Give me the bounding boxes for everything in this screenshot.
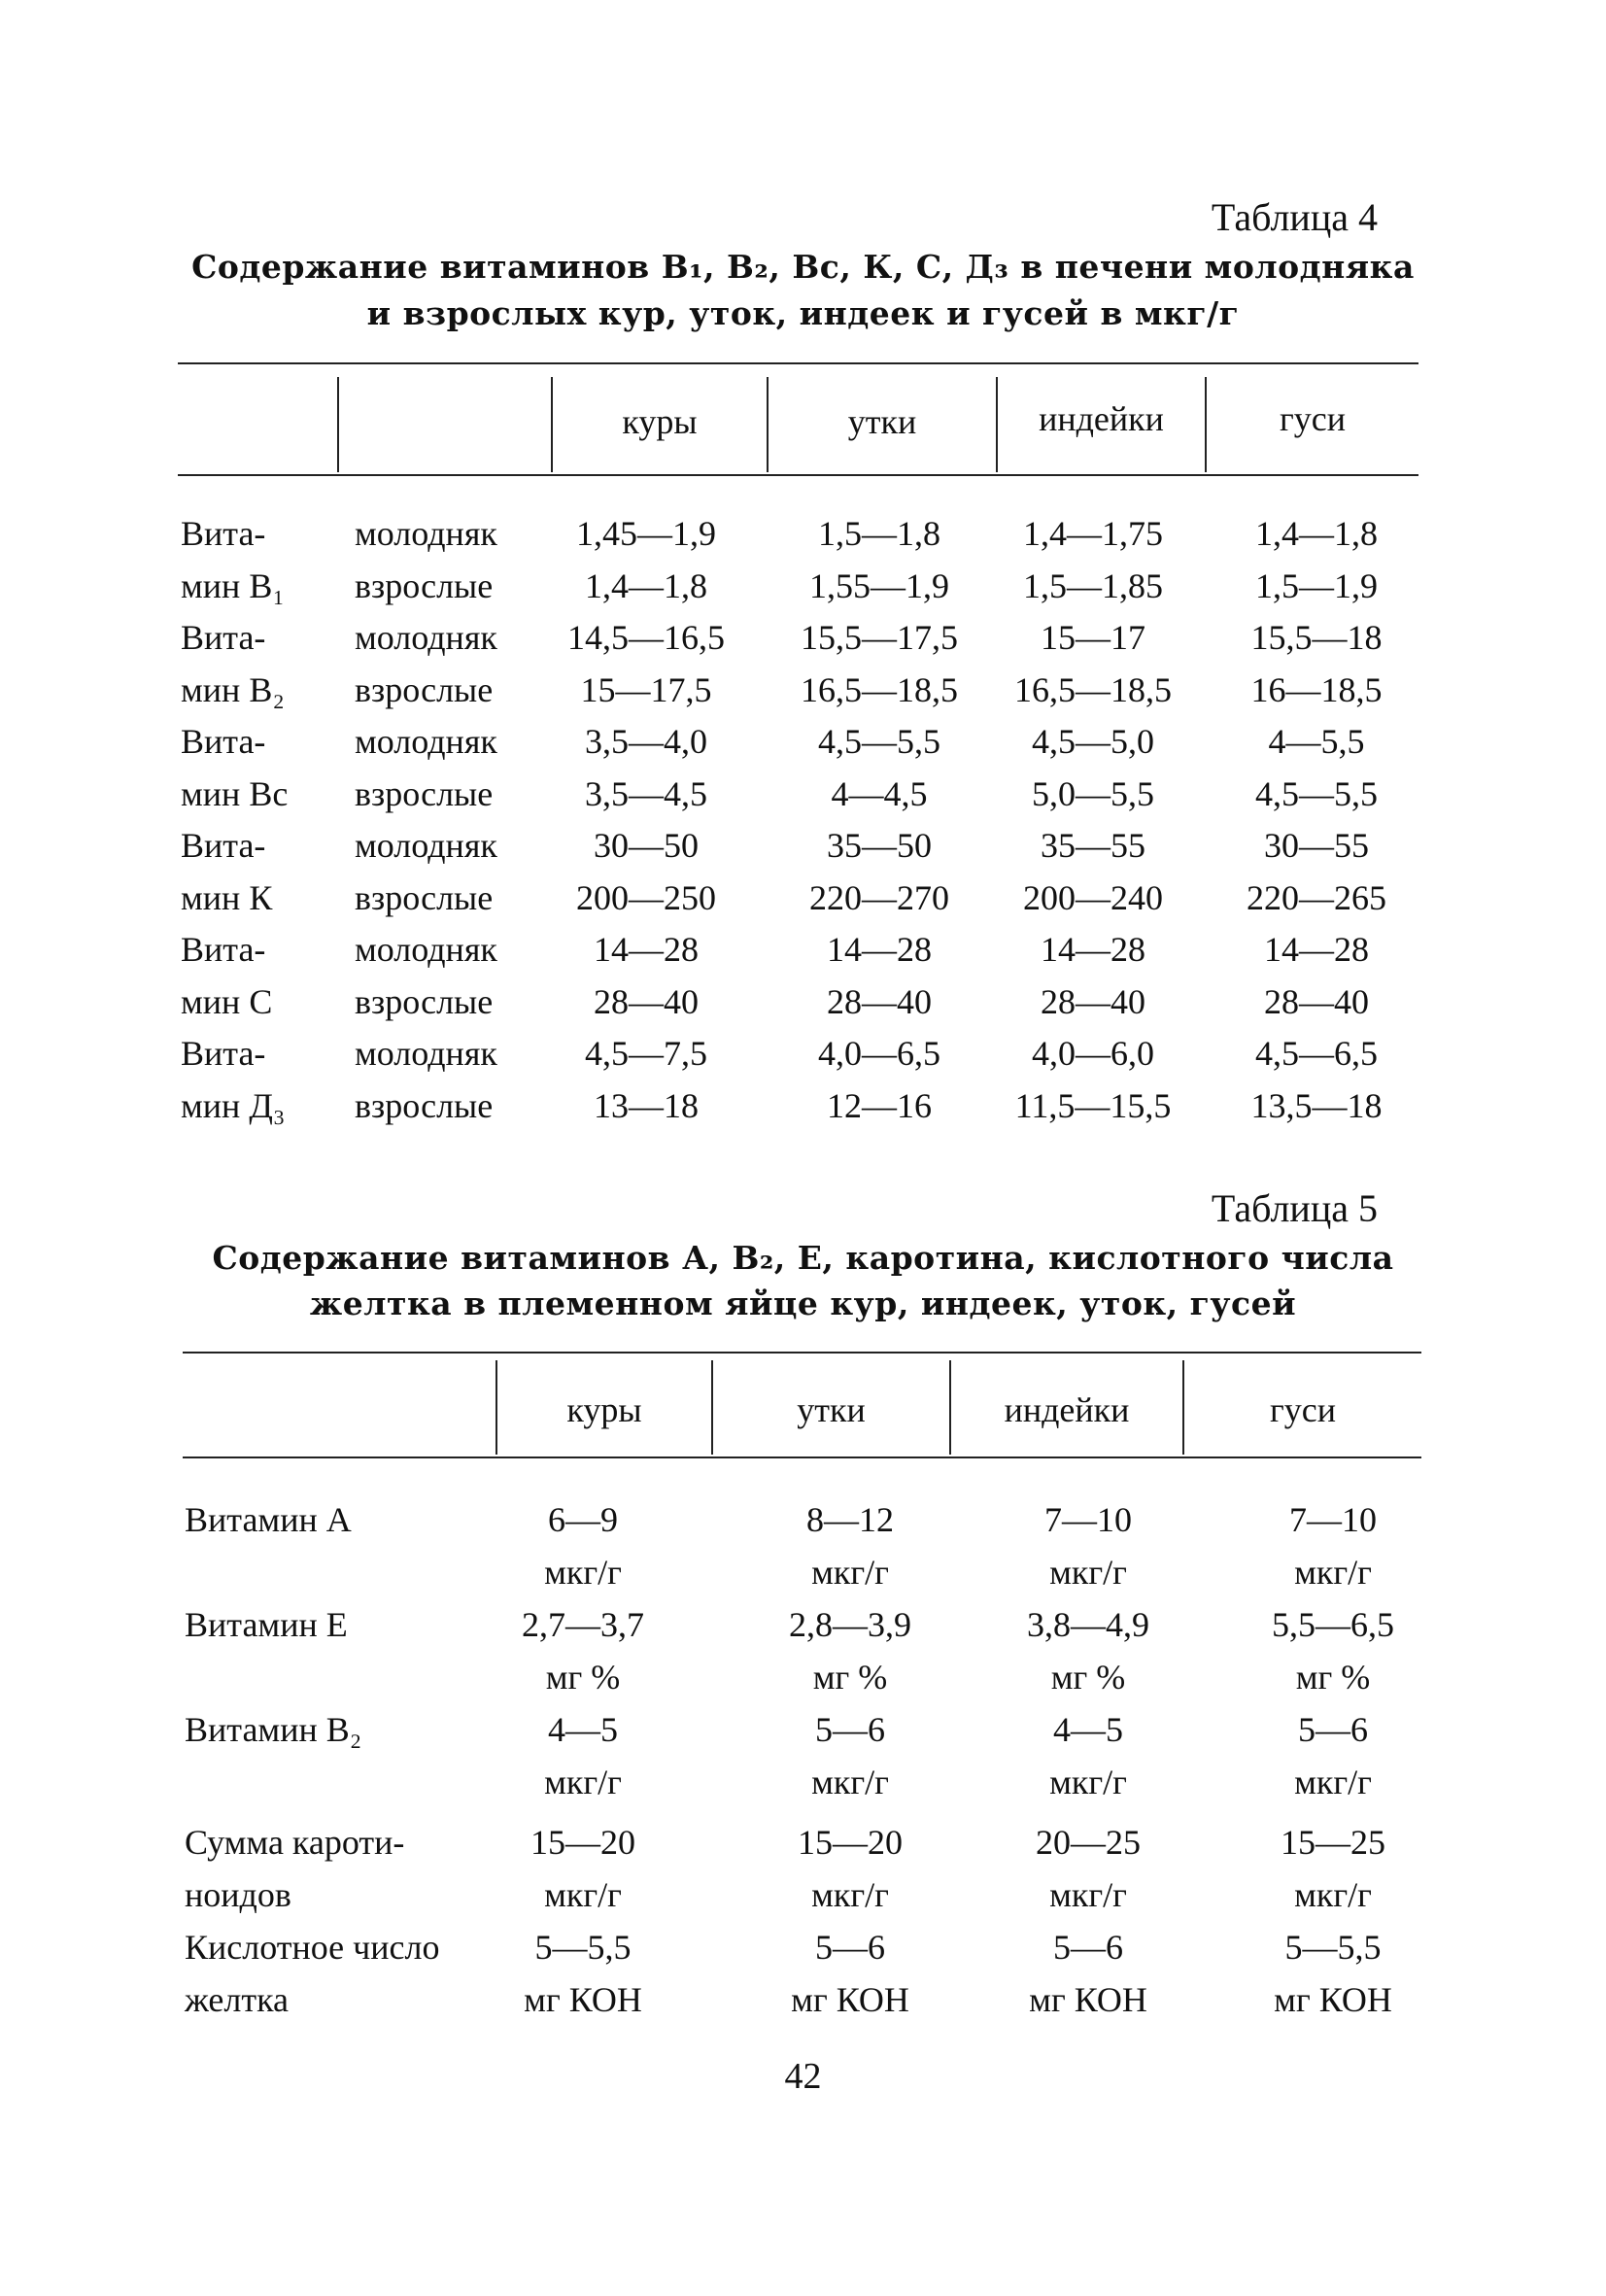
age-group-label: взрослые bbox=[355, 877, 494, 917]
table-cell: 5—6 bbox=[1053, 1928, 1123, 1967]
table4-title-line1: Содержание витаминов В₁, В₂, Вс, К, С, Д₃ в печени молодняка bbox=[191, 248, 1415, 286]
table-cell: 1,4—1,8 bbox=[585, 565, 707, 605]
table-cell: 15—20 bbox=[530, 1823, 635, 1862]
unit-cell: мкг/г bbox=[1294, 1875, 1372, 1914]
table-cell: 28—40 bbox=[1041, 981, 1145, 1021]
table-cell: 4,5—5,0 bbox=[1032, 722, 1154, 761]
table-cell: 1,5—1,85 bbox=[1023, 565, 1163, 605]
table-cell: 28—40 bbox=[594, 981, 699, 1021]
table-cell: 14—28 bbox=[1041, 930, 1145, 969]
unit-cell: мг % bbox=[545, 1658, 621, 1696]
parameter-name: желтка bbox=[185, 1980, 289, 2019]
age-group-label: молодняк bbox=[355, 1034, 497, 1073]
table-cell: 5—6 bbox=[1298, 1710, 1368, 1749]
table-cell: 14—28 bbox=[1264, 930, 1369, 969]
table-cell: 8—12 bbox=[806, 1500, 894, 1539]
table-cell: 20—25 bbox=[1036, 1823, 1141, 1862]
table-cell: 4,5—7,5 bbox=[585, 1034, 707, 1073]
age-group-label: взрослые bbox=[355, 773, 494, 813]
unit-cell: мкг/г bbox=[1049, 1763, 1127, 1801]
table-cell: 5—6 bbox=[815, 1710, 885, 1749]
table-cell: 1,4—1,75 bbox=[1023, 514, 1163, 553]
unit-cell: мкг/г bbox=[811, 1553, 889, 1592]
table5-header-geese: гуси bbox=[1269, 1390, 1336, 1429]
unit-cell: мкг/г bbox=[1049, 1553, 1127, 1592]
parameter-name: Витамин А bbox=[185, 1500, 352, 1539]
table-cell: 28—40 bbox=[1264, 981, 1369, 1021]
table-cell: 4,5—5,5 bbox=[818, 722, 940, 761]
table5-header-rule bbox=[183, 1456, 1421, 1458]
table4-label: Таблица 4 bbox=[1211, 195, 1378, 239]
vitamin-name: Вита- bbox=[181, 514, 266, 553]
table-cell: 30—50 bbox=[594, 826, 699, 865]
table-cell: 4,5—5,5 bbox=[1255, 773, 1378, 813]
unit-cell: мг % bbox=[812, 1658, 888, 1696]
table4-header-ducks: утки bbox=[847, 402, 917, 441]
age-group-label: взрослые bbox=[355, 565, 494, 605]
unit-cell: мкг/г bbox=[544, 1553, 622, 1592]
age-group-label: молодняк bbox=[355, 514, 497, 553]
table-cell: 16—18,5 bbox=[1250, 669, 1383, 709]
table-cell: 1,5—1,9 bbox=[1255, 565, 1378, 605]
table-cell: 11,5—15,5 bbox=[1014, 1085, 1172, 1125]
table-cell: 200—250 bbox=[576, 877, 716, 917]
table-cell: 15,5—17,5 bbox=[801, 618, 958, 657]
parameter-name: Витамин В₂ bbox=[185, 1710, 362, 1749]
table4-header-turkeys: индейки bbox=[1039, 399, 1164, 438]
table-cell: 4,5—6,5 bbox=[1255, 1034, 1378, 1073]
table4-header-rule bbox=[178, 474, 1418, 476]
unit-cell: мг КОН bbox=[1274, 1980, 1392, 2019]
unit-cell: мкг/г bbox=[1294, 1763, 1372, 1801]
vitamin-name: Вита- bbox=[181, 826, 266, 865]
table5-header-ducks: утки bbox=[797, 1390, 866, 1429]
table-cell: 7—10 bbox=[1044, 1500, 1132, 1539]
table-cell: 30—55 bbox=[1264, 826, 1369, 865]
table5-label: Таблица 5 bbox=[1211, 1186, 1378, 1230]
table-cell: 35—50 bbox=[827, 826, 932, 865]
table-cell: 3,8—4,9 bbox=[1027, 1605, 1149, 1644]
table-cell: 4,0—6,5 bbox=[818, 1034, 940, 1073]
unit-cell: мкг/г bbox=[811, 1875, 889, 1914]
table-cell: 14—28 bbox=[594, 930, 699, 969]
table-cell: 15,5—18 bbox=[1250, 618, 1383, 657]
unit-cell: мг % bbox=[1050, 1658, 1126, 1696]
table-cell: 15—17 bbox=[1041, 618, 1145, 657]
table4-top-rule bbox=[178, 362, 1418, 364]
age-group-label: молодняк bbox=[355, 618, 497, 657]
unit-cell: мкг/г bbox=[544, 1763, 622, 1801]
table-cell: 220—270 bbox=[809, 877, 949, 917]
age-group-label: молодняк bbox=[355, 930, 497, 969]
unit-cell: мкг/г bbox=[1049, 1875, 1127, 1914]
vitamin-name: мин С bbox=[181, 981, 273, 1021]
table4-title-line2: и взрослых кур, уток, индеек и гусей в мкг/г bbox=[366, 294, 1240, 332]
table-cell: 14,5—16,5 bbox=[567, 618, 725, 657]
table-cell: 5,0—5,5 bbox=[1032, 773, 1154, 813]
table-cell: 220—265 bbox=[1247, 877, 1386, 917]
age-group-label: взрослые bbox=[355, 981, 494, 1021]
vitamin-name: мин К bbox=[181, 877, 273, 917]
table4-col-divider bbox=[337, 377, 339, 472]
unit-cell: мг КОН bbox=[791, 1980, 909, 2019]
vitamin-name: Вита- bbox=[181, 930, 266, 969]
vitamin-name: мин Д₃ bbox=[181, 1085, 286, 1125]
age-group-label: молодняк bbox=[355, 826, 497, 865]
unit-cell: мг % bbox=[1295, 1658, 1371, 1696]
table-cell: 3,5—4,5 bbox=[585, 773, 707, 813]
table-cell: 15—20 bbox=[798, 1823, 903, 1862]
table-cell: 16,5—18,5 bbox=[1014, 669, 1172, 709]
table-cell: 4—4,5 bbox=[831, 773, 928, 813]
vitamin-name: мин В₂ bbox=[181, 669, 285, 709]
table-cell: 4,0—6,0 bbox=[1032, 1034, 1154, 1073]
parameter-name: Сумма кароти- bbox=[185, 1823, 405, 1862]
table-cell: 5,5—6,5 bbox=[1272, 1605, 1394, 1644]
parameter-name: Кислотное число bbox=[185, 1928, 440, 1967]
vitamin-name: мин В₁ bbox=[181, 565, 285, 605]
table-cell: 13,5—18 bbox=[1250, 1085, 1383, 1125]
parameter-name: ноидов bbox=[185, 1875, 291, 1914]
table-cell: 5—6 bbox=[815, 1928, 885, 1967]
table-cell: 13—18 bbox=[594, 1085, 699, 1125]
table-cell: 4—5 bbox=[1053, 1710, 1123, 1749]
age-group-label: молодняк bbox=[355, 722, 497, 761]
table5-header-chickens: куры bbox=[566, 1390, 642, 1429]
table4-header-geese: гуси bbox=[1279, 399, 1346, 438]
table-cell: 2,8—3,9 bbox=[789, 1605, 911, 1644]
table-cell: 12—16 bbox=[827, 1085, 932, 1125]
table-cell: 1,45—1,9 bbox=[576, 514, 716, 553]
table4-header-chickens: куры bbox=[622, 402, 698, 441]
table-cell: 5—5,5 bbox=[534, 1928, 632, 1967]
table-cell: 1,5—1,8 bbox=[818, 514, 940, 553]
table-cell: 3,5—4,0 bbox=[585, 722, 707, 761]
table-cell: 1,4—1,8 bbox=[1255, 514, 1378, 553]
age-group-label: взрослые bbox=[355, 669, 494, 709]
table-cell: 14—28 bbox=[827, 930, 932, 969]
unit-cell: мкг/г bbox=[544, 1875, 622, 1914]
table5-title-line1: Содержание витаминов А, В₂, Е, каротина, кислотного числа bbox=[212, 1239, 1394, 1277]
table-cell: 4—5 bbox=[548, 1710, 618, 1749]
table-cell: 4—5,5 bbox=[1268, 722, 1365, 761]
unit-cell: мкг/г bbox=[811, 1763, 889, 1801]
table-cell: 16,5—18,5 bbox=[801, 669, 958, 709]
table-cell: 15—25 bbox=[1281, 1823, 1385, 1862]
unit-cell: мг КОН bbox=[524, 1980, 642, 2019]
vitamin-name: Вита- bbox=[181, 1034, 266, 1073]
table-cell: 2,7—3,7 bbox=[522, 1605, 644, 1644]
age-group-label: взрослые bbox=[355, 1085, 494, 1125]
vitamin-name: Вита- bbox=[181, 618, 266, 657]
table5-top-rule bbox=[183, 1352, 1421, 1354]
page-number: 42 bbox=[784, 2056, 822, 2097]
table-cell: 5—5,5 bbox=[1284, 1928, 1382, 1967]
parameter-name: Витамин Е bbox=[185, 1605, 348, 1644]
unit-cell: мг КОН bbox=[1029, 1980, 1147, 2019]
vitamin-name: Вита- bbox=[181, 722, 266, 761]
table5-title-line2: желтка в племенном яйце кур, индеек, уток, гусей bbox=[309, 1285, 1297, 1322]
table-cell: 6—9 bbox=[548, 1500, 618, 1539]
table-cell: 15—17,5 bbox=[580, 669, 712, 709]
table-cell: 7—10 bbox=[1289, 1500, 1377, 1539]
table5-header-turkeys: индейки bbox=[1004, 1390, 1130, 1429]
table-cell: 200—240 bbox=[1023, 877, 1163, 917]
table-cell: 1,55—1,9 bbox=[809, 565, 949, 605]
unit-cell: мкг/г bbox=[1294, 1553, 1372, 1592]
vitamin-name: мин Вс bbox=[181, 773, 289, 813]
table-cell: 28—40 bbox=[827, 981, 932, 1021]
table-cell: 35—55 bbox=[1041, 826, 1145, 865]
